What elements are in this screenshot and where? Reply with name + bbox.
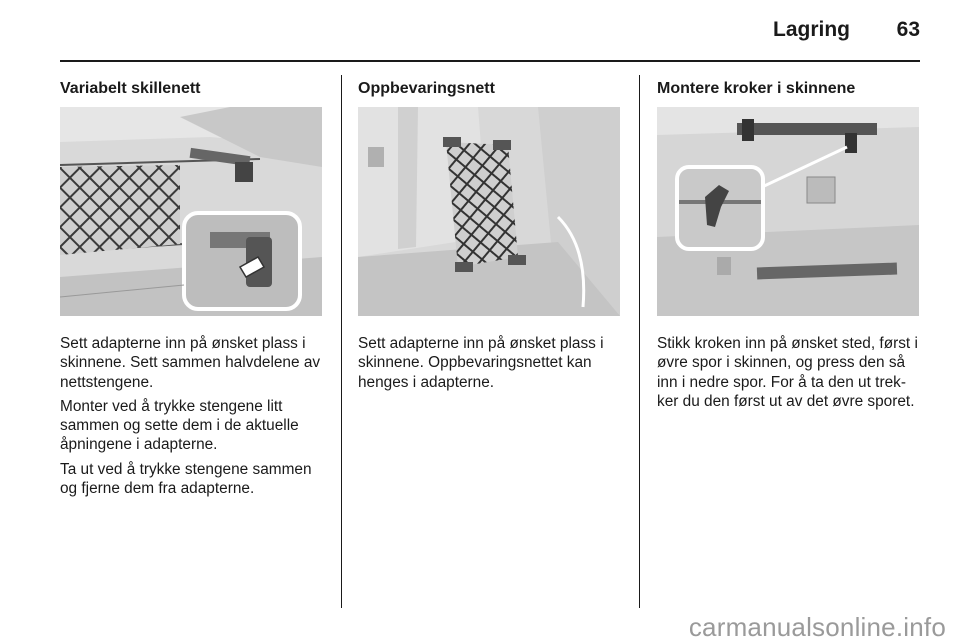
storage-net-illustration (358, 107, 620, 316)
paragraph: Monter ved å trykke stengene litt sammen og sette dem i de aktuelle åpningene i adapterne. (60, 397, 299, 454)
column-title: Oppbevaringsnett (358, 80, 495, 97)
paragraph: Ta ut ved å trykke stengene sammen og fjerne dem fra adapterne. (60, 460, 312, 498)
paragraph: Stikk kroken inn på ønsket sted, først i øvre spor i skinnen, og press den så inn i nedre spor. For å ta den ut trek-ker du den først ut av det øvre sporet. (657, 335, 918, 410)
watermark: carmanualsonline.info (688, 612, 946, 642)
column-body (60, 334, 326, 503)
paragraph: Sett adapterne inn på ønsket plass i skinnene. Sett sammen halvdelene av nettstengene. (60, 335, 321, 391)
section-title: Lagring (773, 18, 850, 41)
header-divider (60, 60, 920, 62)
column-title: Montere kroker i skinnene (657, 80, 856, 97)
divider-net-illustration (60, 107, 322, 316)
column-divider-2 (639, 75, 640, 608)
column-divider-1 (341, 75, 342, 608)
column-body (358, 334, 624, 397)
paragraph: Sett adapterne inn på ønsket plass i skinnene. Oppbevaringsnettet kan henges i adapterne. (358, 335, 604, 391)
hook-rail-illustration (657, 107, 919, 316)
column-body (657, 334, 925, 416)
column-title: Variabelt skillenett (60, 80, 201, 97)
page-number: 63 (896, 18, 920, 41)
